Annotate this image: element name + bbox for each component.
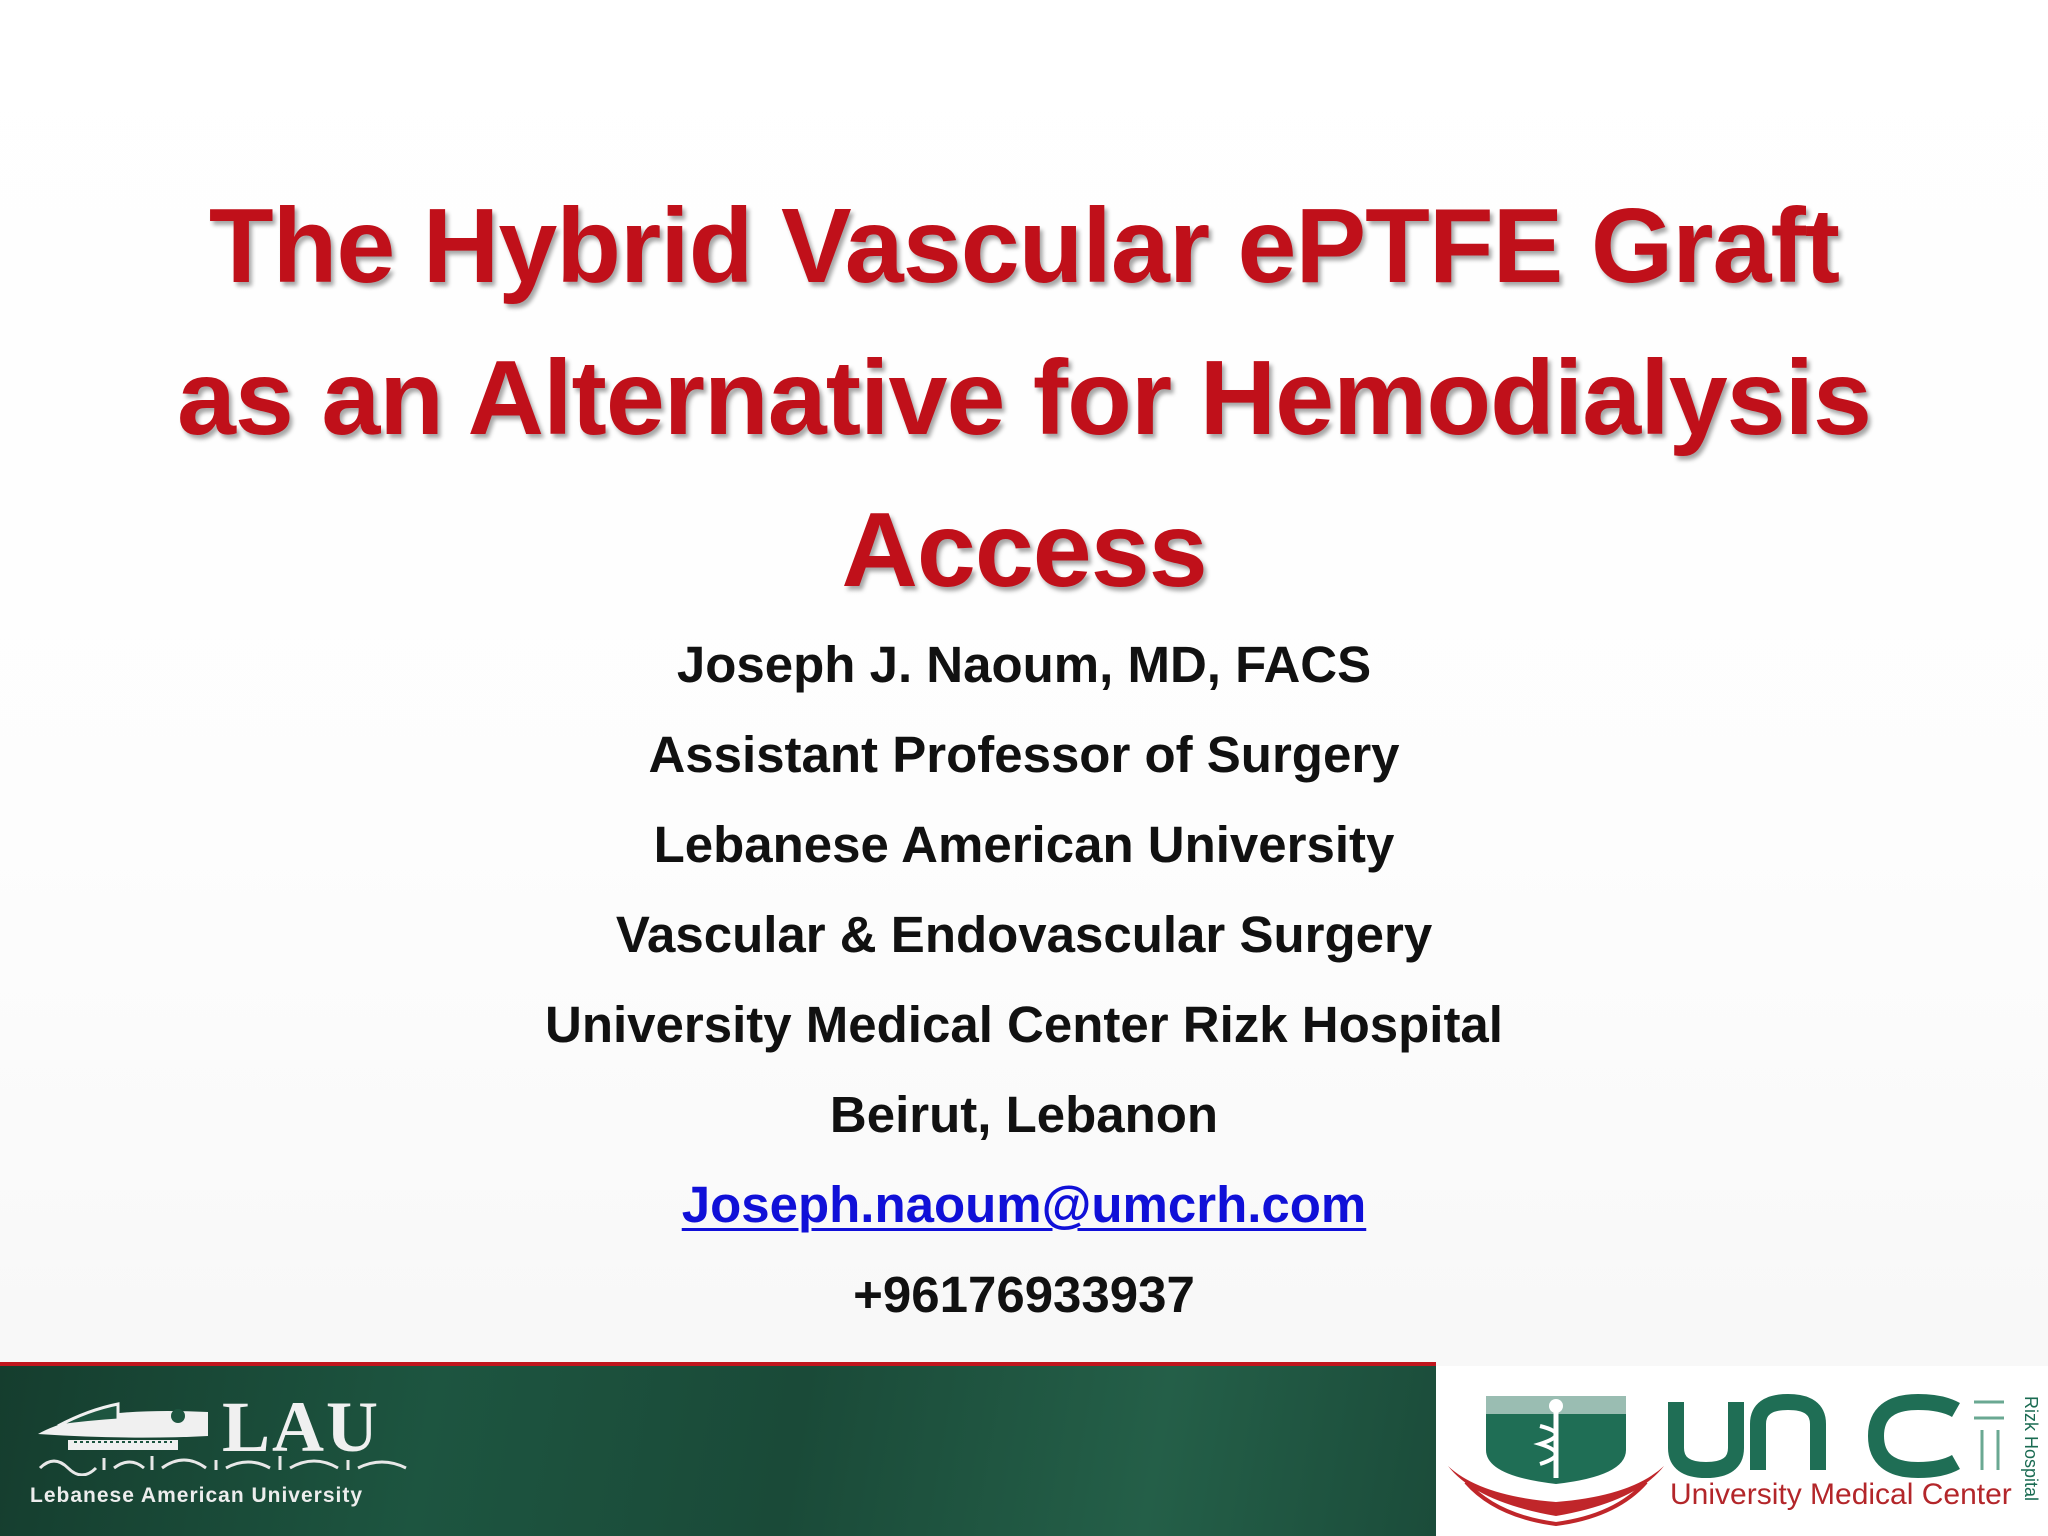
umc-wordmark bbox=[1676, 1402, 2004, 1470]
title-line-1: The Hybrid Vascular ePTFE Graft bbox=[208, 187, 1840, 305]
lau-full-name: Lebanese American University bbox=[30, 1484, 364, 1507]
umc-caption: University Medical Center bbox=[1670, 1478, 2012, 1511]
lau-logo bbox=[28, 1387, 418, 1516]
presenter-hospital: University Medical Center Rizk Hospital bbox=[545, 996, 1503, 1053]
title-line-2: as an Alternative for Hemodialysis bbox=[176, 339, 1872, 457]
title-line-3: Access bbox=[841, 491, 1207, 609]
lau-abbr: LAU bbox=[222, 1387, 381, 1467]
presenter-location: Beirut, Lebanon bbox=[829, 1086, 1219, 1143]
footer-white-panel bbox=[1436, 1366, 2048, 1536]
presenter-position: Assistant Professor of Surgery bbox=[648, 726, 1400, 783]
presenter-info bbox=[0, 628, 2048, 1348]
umc-side-text: Rizk Hospital bbox=[2021, 1396, 2041, 1502]
presenter-university: Lebanese American University bbox=[653, 816, 1395, 873]
footer-green-band bbox=[0, 1366, 1436, 1536]
ship-icon bbox=[28, 1396, 218, 1456]
presenter-phone: +96176933937 bbox=[853, 1266, 1195, 1323]
caduceus-shield-icon bbox=[1448, 1396, 1664, 1524]
presenter-department: Vascular & Endovascular Surgery bbox=[615, 906, 1433, 963]
presenter-email-link[interactable]: Joseph.naoum@umcrh.com bbox=[681, 1176, 1367, 1233]
presenter-name: Joseph J. Naoum, MD, FACS bbox=[676, 636, 1372, 693]
arabic-script-wordmark bbox=[34, 1450, 414, 1476]
slide-title bbox=[0, 170, 2048, 626]
